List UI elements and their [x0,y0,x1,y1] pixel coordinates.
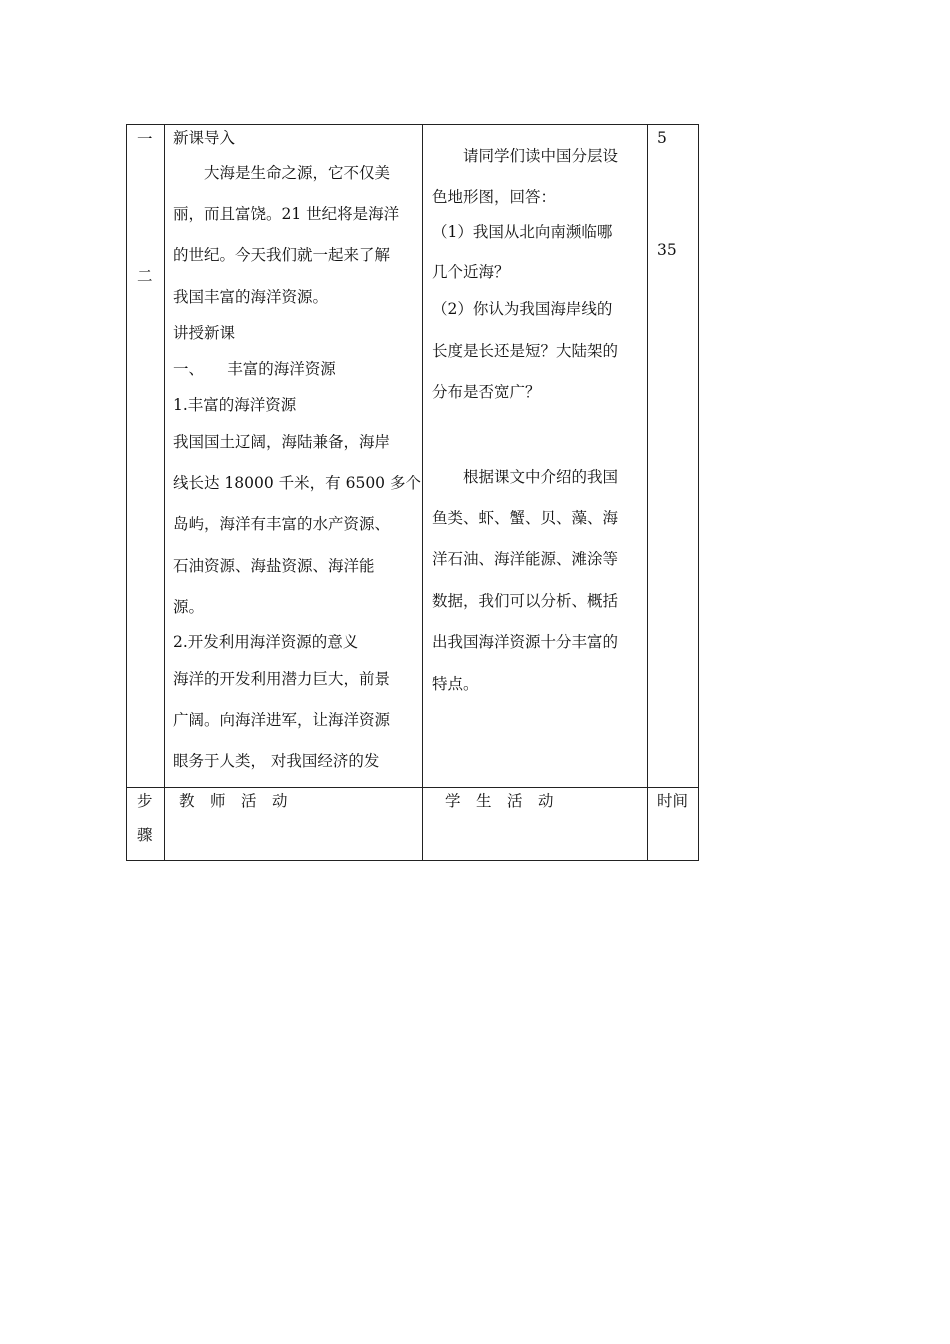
teacher-line: 2.开发利用海洋资源的意义 [173,633,359,651]
lesson-plan-table [126,124,699,861]
teacher-line: 我国国土辽阔，海陆兼备，海岸 [173,433,391,451]
teacher-line: 广阔。向海洋进军，让海洋资源 [173,711,391,729]
student-line: 数据，我们可以分析、概括 [432,592,619,610]
student-line: 几个近海？ [432,263,510,281]
header-time-label: 时间 [657,792,689,810]
student-activity-cell [423,125,648,788]
student-line: 出我国海洋资源十分丰富的 [432,633,619,651]
time-value: 5 [657,129,667,147]
student-line: （2）你认为我国海岸线的 [432,300,613,318]
teacher-line: 一、 丰富的海洋资源 [173,360,336,378]
step-number-2: 二 [137,267,153,285]
teacher-line: 大海是生命之源，它不仅美 [173,164,391,182]
student-line: 长度是长还是短？大陆架的 [432,342,619,360]
teacher-line: 新课导入 [173,129,236,147]
student-line: 根据课文中介绍的我国 [432,468,619,486]
time-cell [648,125,699,788]
student-line: 请同学们读中国分层设 [432,147,619,165]
student-line: 特点。 [432,675,479,693]
header-student-label: 学 生 活 动 [445,792,554,810]
header-teacher-cell [165,788,423,861]
student-line: 鱼类、虾、蟹、贝、藻、海 [432,509,619,527]
header-time-cell [648,788,699,861]
step-number-1: 一 [137,130,153,148]
header-step-label-2: 骤 [137,826,153,844]
table-header-row [127,788,699,861]
teacher-line: 眼务于人类， 对我国经济的发 [173,752,380,770]
header-step-cell [127,788,165,861]
teacher-activity-cell [165,125,423,788]
table-row-content [127,125,699,788]
teacher-line: 我国丰富的海洋资源。 [173,288,329,306]
time-value: 35 [657,241,677,259]
teacher-line: 石油资源、海盐资源、海洋能 [173,557,375,575]
teacher-line: 岛屿，海洋有丰富的水产资源、 [173,515,391,533]
teacher-line: 丽，而且富饶。21 世纪将是海洋 [173,205,400,223]
header-step-label-1: 步 [137,792,153,810]
step-cell [127,125,165,788]
header-student-cell [423,788,648,861]
teacher-line: 海洋的开发利用潜力巨大，前景 [173,670,391,688]
teacher-line: 讲授新课 [173,324,236,342]
student-line: 分布是否宽广？ [432,383,541,401]
teacher-line: 源。 [173,598,205,616]
teacher-line: 的世纪。今天我们就一起来了解 [173,246,391,264]
student-line: 色地形图，回答： [432,188,557,206]
teacher-line: 线长达 18000 千米，有 6500 多个 [173,474,421,492]
teacher-line: 1.丰富的海洋资源 [173,396,297,414]
student-line: （1）我国从北向南濒临哪 [432,223,613,241]
student-line: 洋石油、海洋能源、滩涂等 [432,550,619,568]
header-teacher-label: 教 师 活 动 [179,792,288,810]
